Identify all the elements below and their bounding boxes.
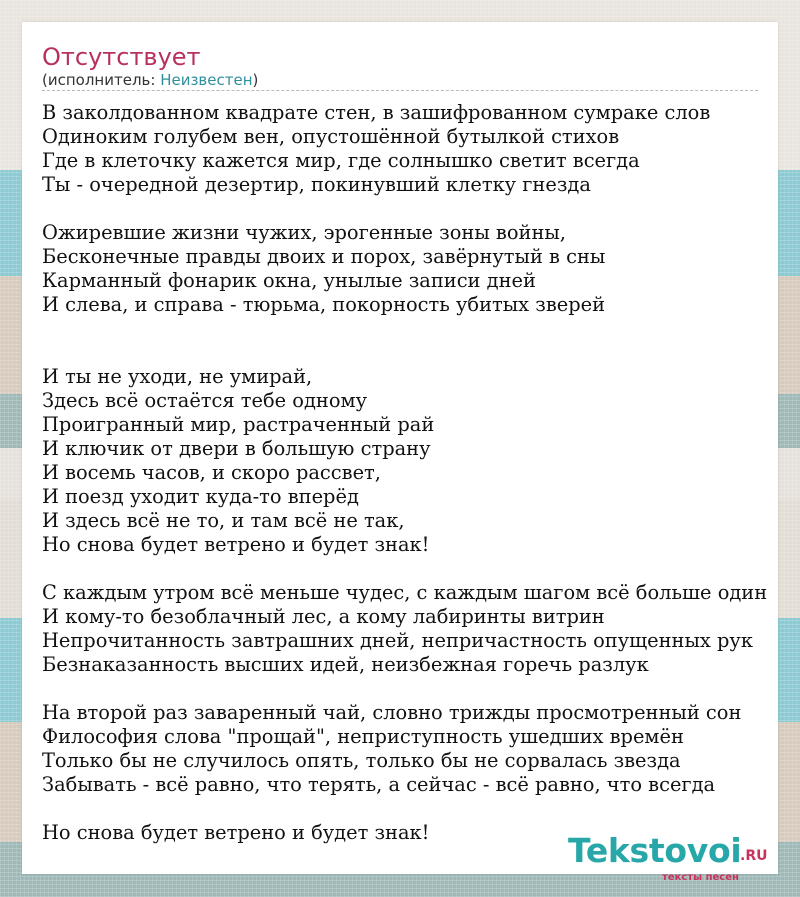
performer-prefix: (исполнитель: (42, 71, 161, 89)
lyrics-line: В заколдованном квадрате стен, в зашифрованном сумраке слов (42, 101, 711, 124)
lyrics-text (42, 101, 777, 845)
lyrics-line: И кому-то безоблачный лес, а кому лабиринты витрин (42, 605, 605, 628)
performer-suffix: ) (252, 71, 259, 89)
lyrics-line: Забывать - всё равно, что терять, а сейчас - всё равно, что всегда (42, 773, 716, 796)
lyrics-line: И восемь часов, и скоро рассвет, (42, 461, 381, 484)
lyrics-line: Бесконечные правды двоих и порох, завёрнутый в сны (42, 245, 606, 268)
lyrics-line: И здесь всё не то, и там всё не так, (42, 509, 405, 532)
lyrics-line: С каждым утром всё меньше чудес, с каждым шагом всё больше один (42, 581, 768, 604)
lyrics-line: Только бы не случилось опять, только бы не сорвалась звезда (42, 749, 681, 772)
site-logo[interactable] (568, 831, 778, 883)
lyrics-blank-line (42, 797, 777, 821)
lyrics-line: И поезд уходит куда-то вперёд (42, 485, 359, 508)
lyrics-line: Но снова будет ветрено и будет знак! (42, 821, 430, 844)
performer-line (42, 70, 258, 90)
title-divider (42, 90, 758, 91)
lyrics-line: Ты - очередной дезертир, покинувший клетку гнезда (42, 173, 591, 196)
lyrics-line: Безнаказанность высших идей, неизбежная горечь разлук (42, 653, 649, 676)
song-title: Отсутствует (42, 43, 201, 71)
lyrics-line: Проигранный мир, растраченный рай (42, 413, 435, 436)
lyrics-line: Карманный фонарик окна, унылые записи дней (42, 269, 536, 292)
lyrics-line: Где в клеточку кажется мир, где солнышко светит всегда (42, 149, 640, 172)
lyrics-blank-line (42, 677, 777, 701)
lyrics-line: И ты не уходи, не умирай, (42, 365, 313, 388)
lyrics-card (22, 22, 778, 883)
lyrics-blank-line (42, 197, 777, 221)
logo-wordmark: Tekstovoi (568, 831, 742, 870)
lyrics-blank-line (42, 557, 777, 581)
lyrics-line: Одиноким голубем вен, опустошённой бутылкой стихов (42, 125, 620, 148)
lyrics-blank-line (42, 341, 777, 365)
lyrics-line: Философия слова "прощай", неприступность ушедших времён (42, 725, 684, 748)
lyrics-blank-line (42, 317, 777, 341)
lyrics-line: И ключик от двери в большую страну (42, 437, 431, 460)
logo-tld: .RU (740, 848, 768, 864)
lyrics-line: И слева, и справа - тюрьма, покорность убитых зверей (42, 293, 606, 316)
performer-link[interactable]: Неизвестен (160, 71, 253, 89)
lyrics-line: Ожиревшие жизни чужих, эрогенные зоны войны, (42, 221, 566, 244)
lyrics-line: На второй раз заваренный чай, словно трижды просмотренный сон (42, 701, 742, 724)
lyrics-line: Непрочитанность завтрашних дней, непричастность опущенных рук (42, 629, 753, 652)
lyrics-line: Здесь всё остаётся тебе одному (42, 389, 367, 412)
logo-tagline: тексты песен (662, 872, 739, 883)
lyrics-line: Но снова будет ветрено и будет знак! (42, 533, 430, 556)
